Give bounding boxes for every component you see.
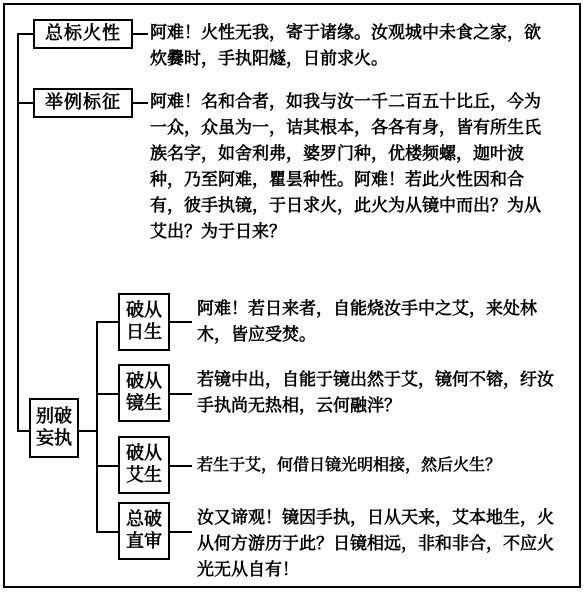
section-label-jvli — [33, 88, 133, 118]
sub-connector-4 — [170, 531, 192, 533]
label-line-1: 破从 — [126, 443, 162, 465]
sub-text-ai: 若生于艾，何借日镜光明相接，然后火生？ — [197, 455, 502, 474]
section-text-zongbiao: 阿难！火性无我，寄于诸缘。汝观城中未食之家，欲炊爨时，手执阳燧，日前求火。 — [150, 23, 541, 69]
section-label-biepo — [29, 398, 79, 458]
sub-branch-line-4 — [96, 531, 118, 533]
label-line-2: 直审 — [126, 531, 162, 552]
sub-branch-stem — [79, 430, 96, 432]
label-line-2: 艾生 — [126, 465, 162, 486]
label-line-2: 妄执 — [36, 428, 72, 449]
sub-label-ri — [118, 293, 170, 351]
sub-trunk-line — [96, 321, 98, 532]
tree-trunk-line — [17, 33, 19, 431]
sub-connector-2 — [170, 393, 192, 395]
sub-branch-line-1 — [96, 321, 118, 323]
label-line-1: 破从 — [126, 371, 162, 393]
sub-connector-1 — [170, 321, 192, 323]
branch-line-2 — [17, 102, 33, 104]
sub-text-jing: 若镜中出，自能于镜出然于艾，镜何不镕，纡汝手执尚无热相，云何融泮？ — [197, 370, 554, 416]
label-line-2: 镜生 — [126, 393, 162, 414]
sub-label-ai — [118, 436, 170, 494]
branch-line-3 — [17, 430, 29, 432]
label-line-2: 日生 — [126, 322, 162, 343]
sub-connector-3 — [170, 465, 192, 467]
branch-line-1 — [17, 33, 33, 35]
sub-branch-line-2 — [96, 393, 118, 395]
sub-text-ri: 阿难！若日来者，自能烧汝手中之艾，来处林木，皆应受焚。 — [197, 299, 537, 345]
connector-line-2 — [133, 102, 148, 104]
section-text-jvli: 阿难！名和合者，如我与汝一千二百五十比丘，今为一众，众虽为一，诘其根本，各各有身，皆有所生氏族名字，如舍利弗，婆罗门种，优楼频螺，迦叶波种，乃至阿难，瞿昙种性。阿难！若此火性因和合有，彼手执镜，于日求火，此火为从镜中而出？为从艾出？为于日来？ — [150, 92, 541, 242]
sub-text-zong: 汝又谛观！镜因手执，日从天来，艾本地生，火从何方游历于此？日镜相远，非和非合，不应火光无从自有！ — [197, 508, 554, 580]
sub-branch-line-3 — [96, 465, 118, 467]
section-label-text: 举例标征 — [45, 92, 121, 114]
connector-line-1 — [133, 33, 148, 35]
label-line-1: 破从 — [126, 300, 162, 322]
section-label-text: 总标火性 — [45, 23, 121, 45]
sub-label-zong — [118, 502, 170, 560]
label-line-1: 总破 — [126, 509, 162, 531]
section-label-zongbiao — [33, 19, 133, 49]
label-line-1: 别破 — [36, 406, 72, 428]
sub-label-jing — [118, 364, 170, 422]
